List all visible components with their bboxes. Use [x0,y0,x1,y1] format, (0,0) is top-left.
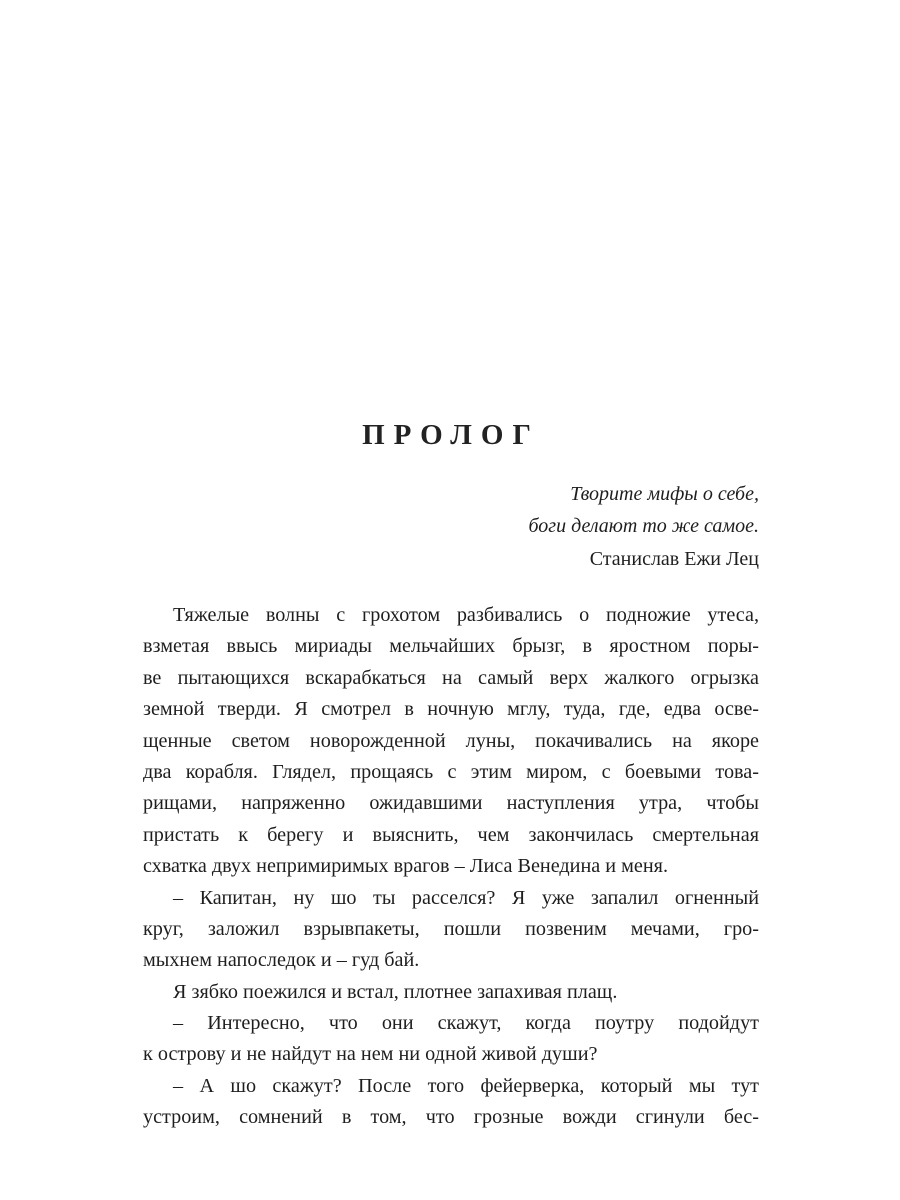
text-line: щенные светом новорожденной луны, покачивались на якоре [143,729,759,752]
text-line: к острову и не найдут на нем ни одной живой души? [143,1043,598,1066]
text-line: пристать к берегу и выяснить, чем закончилась смертельная [143,823,759,846]
epigraph-line: Творите мифы о себе, [570,483,759,505]
text-line: земной тверди. Я смотрел в ночную мглу, туда, где, едва осве- [143,698,759,721]
chapter-title: ПРОЛОГ [362,419,540,451]
text-line: круг, заложил взрывпакеты, пошли позвеним мечами, гро- [143,917,759,940]
text-line: – А шо скажут? После того фейерверка, который мы тут [173,1074,759,1097]
text-line: Я зябко поежился и встал, плотнее запахивая плащ. [173,980,618,1003]
text-line: схватка двух непримиримых врагов – Лиса Венедина и меня. [143,855,669,878]
text-line: мыхнем напоследок и – гуд бай. [143,949,420,972]
text-line: два корабля. Глядел, прощаясь с этим миром, с боевыми това- [143,760,759,783]
text-line: рищами, напряженно ожидавшими наступления утра, чтобы [143,792,759,815]
epigraph-line: боги делают то же самое. [528,515,759,537]
text-line: Тяжелые волны с грохотом разбивались о подножие утеса, [173,604,759,626]
epigraph [143,478,759,575]
epigraph-author: Станислав Ежи Лец [589,548,759,570]
text-line: устроим, сомнений в том, что грозные вожди сгинули бес- [143,1106,759,1129]
text-line: – Капитан, ну шо ты расселся? Я уже запалил огненный [173,886,759,909]
body-text [143,600,759,1134]
text-line: взметая ввысь мириады мельчайших брызг, в яростном поры- [143,635,759,658]
text-line: – Интересно, что они скажут, когда поутру подойдут [173,1012,759,1035]
text-line: ве пытающихся вскарабкаться на самый верх жалкого огрызка [143,666,759,689]
